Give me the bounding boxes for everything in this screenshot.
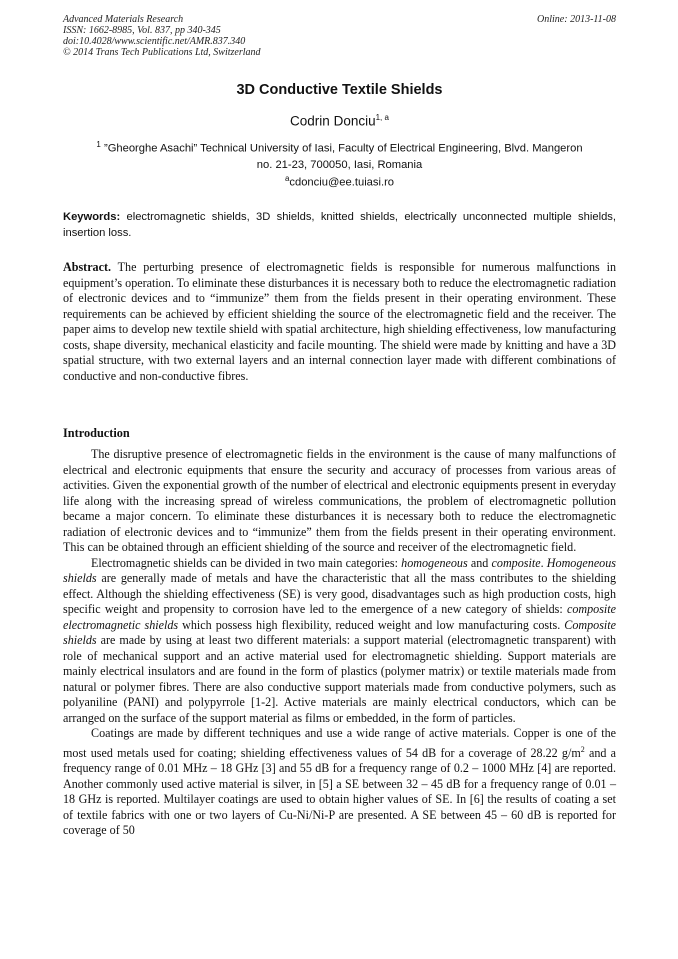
text-run: .: [540, 555, 547, 570]
keywords-text: electromagnetic shields, 3D shields, knitted shields, electrically unconnected multiple shields, insertion loss.: [63, 211, 616, 239]
abstract: [63, 260, 616, 384]
copyright-line: © 2014 Trans Tech Publications Ltd, Switzerland: [63, 47, 261, 58]
paper-title: 3D Conductive Textile Shields: [236, 82, 443, 98]
italic-term: composite: [491, 555, 541, 570]
text-run: Coatings are made by different techniques and use a wide range of active materials. Copper is one of the most used metals used for coating; shielding effectiveness values of 54 dB for a coverage of 28.22 g/m: [63, 726, 616, 760]
author-superscript: 1, a: [375, 113, 389, 122]
text-run: are made by using at least two different materials: a support material (electromagnetic transparent) with role of mechanical support and an active material used for electromagnetic shielding. Support materials are mainly electrical insulators and are found in the form of plastics (polymer matrix) or textile materials made from natural or polymer fibres. There are also conductive support materials made from conductive polymers, such as polyaniline (PANI) and polypyrrole [1-2]. Active materials are mainly electrical conductors, which can be arranged on the surface of the support material as films or embedded, in the form of particles.: [63, 633, 616, 725]
text-run: Electromagnetic shields can be divided in two main categories:: [91, 555, 402, 570]
affiliation: [63, 137, 616, 173]
author-email: [63, 174, 616, 189]
italic-term: homogeneous: [401, 555, 468, 570]
text-run: and a frequency range of 0.01 MHz – 18 GHz [3] and 55 dB for a frequency range of 0.2 – 1000 MHz [4] are reported. Another commonly used active material is silver, in [5] a SE between 32 – 45 dB for a frequency range of 0.01 – 18 GHz is reported. Multilayer coatings are used to obtain higher values of SE. In [6] the results of coating a set of textile fabrics with one or two layers of Cu-Ni/Ni-P are presented. A SE between 45 – 60 dB is reported for coverage of 50: [63, 745, 616, 838]
italic-term: Homogeneous shields: [63, 555, 616, 585]
superscript: 2: [580, 744, 585, 754]
section-heading-introduction: Introduction: [63, 426, 130, 440]
issn-line: ISSN: 1662-8985, Vol. 837, pp 340-345: [63, 25, 221, 36]
introduction-body: [63, 447, 616, 839]
abstract-label: Abstract.: [63, 260, 112, 274]
italic-term: composite electromagnetic shields: [63, 602, 616, 632]
author-name: Codrin Donciu: [290, 113, 376, 129]
intro-paragraph-3: [63, 726, 616, 839]
running-header: [63, 14, 616, 58]
affiliation-line-2: no. 21-23, 700050, Iasi, Romania: [256, 158, 423, 171]
affiliation-superscript: 1: [96, 140, 101, 149]
online-date: Online: 2013-11-08: [537, 14, 616, 25]
keywords-label: Keywords:: [63, 211, 121, 223]
italic-term: Composite shields: [63, 617, 616, 647]
email-superscript: a: [284, 174, 290, 183]
keywords: [63, 210, 616, 241]
email-address: cdonciu@ee.tuiasi.ro: [289, 176, 395, 189]
author-line: [63, 113, 616, 129]
text-run: are generally made of metals and have the characteristic that all the mass contributes to the shielding effect. Although the shielding effectiveness (SE) is very good, disadvantages such as high production costs, high specific weight and propensity to corrosion have led to the emergence of a new category of shields:: [63, 571, 616, 616]
text-run: which possess high flexibility, reduced weight and low manufacturing costs.: [178, 617, 565, 632]
affiliation-line-1: ”Gheorghe Asachi” Technical University of Iasi, Faculty of Electrical Engineering, Blvd. Mangeron: [103, 142, 583, 155]
text-run: and: [467, 555, 492, 570]
intro-paragraph-1: The disruptive presence of electromagnetic fields in the environment is the cause of many malfunctions of electrical and electronic equipments that ensure the security and accuracy of processes from various areas of activities. Given the exponential growth of the number of electrical and electronic equipments present in everyday life along with the increasing spread of wireless communications, the problem of electromagnetic pollution became a major concern. To eliminate these disturbances it is necessary both to reduce the electromagnetic radiation of electronic devices and to “immunize” them from the fields present in their operating environment. This can be obtained through an efficient shielding of the source and receiver of the electromagnetic field.: [63, 447, 616, 554]
intro-paragraph-2: [63, 556, 616, 727]
journal-name: Advanced Materials Research: [63, 14, 184, 25]
doi-line: doi:10.4028/www.scientific.net/AMR.837.340: [63, 36, 246, 47]
abstract-text: The perturbing presence of electromagnetic fields is responsible for numerous malfunctions in equipment’s operation. To eliminate these disturbances it is necessary both to reduce the electromagnetic radiation of electronic devices and to “immunize” them from the fields present in their operating environment. These requirements can be achieved by efficient shielding the source of the electromagnetic field and the receiver. The paper aims to develop new textile shield with spatial architecture, high shielding effectiveness, low manufacturing costs, shape diversity, mechanical elasticity and facile mounting. The shield were made by knitting and have a 3D spatial structure, with two external layers and an internal connection layer made with different combinations of conductive and non-conductive fibres.: [63, 260, 616, 383]
